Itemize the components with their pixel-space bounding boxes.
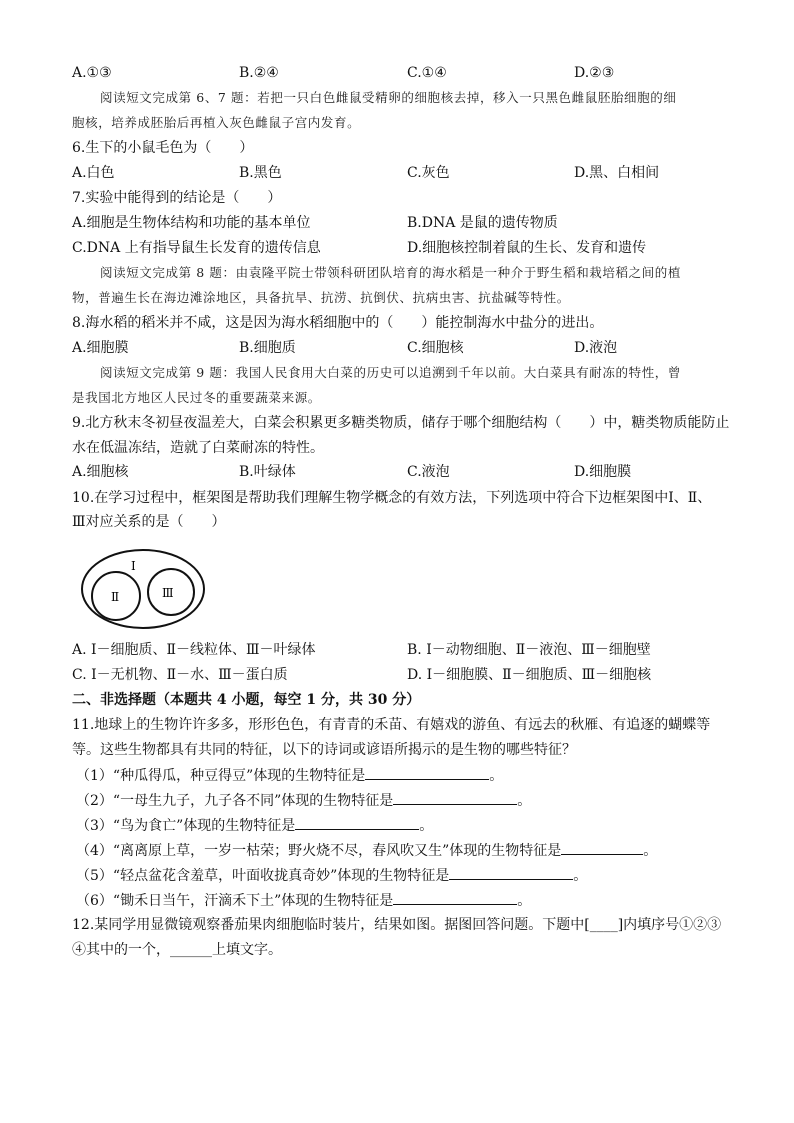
q6-option-a: A.白色 [72, 165, 115, 181]
q7-option-a: A.细胞是生物体结构和功能的基本单位 [72, 215, 311, 231]
q10-stem-line1: 10.在学习过程中，框架图是帮助我们理解生物学概念的有效方法，下列选项中符合下边框架图中Ⅰ、Ⅱ、 [72, 490, 712, 506]
reading-9-line2: 是我国北方地区人民过冬的重要蔬菜来源。 [72, 390, 321, 405]
framework-diagram [80, 548, 206, 630]
q8-option-d: D.液泡 [574, 340, 618, 356]
q7-option-b: B.DNA 是鼠的遗传物质 [407, 215, 558, 231]
q11-sub-2 [76, 790, 531, 811]
q10-option-c: C. Ⅰ－无机物、Ⅱ－水、Ⅲ－蛋白质 [72, 667, 288, 683]
q11-sub-2-blank[interactable] [393, 790, 517, 805]
reading-8-line1: 阅读短文完成第 8 题：由袁隆平院士带领科研团队培育的海水稻是一种介于野生稻和栽培稻之间的植 [100, 265, 682, 280]
q11-sub-5-end: 。 [573, 868, 588, 884]
q10-option-a: A. Ⅰ－细胞质、Ⅱ－线粒体、Ⅲ－叶绿体 [72, 642, 316, 658]
q11-sub-5-blank[interactable] [449, 865, 573, 880]
q12-stem-line2: ④其中的一个，______上填文字。 [72, 942, 282, 958]
q11-sub-3-end: 。 [419, 818, 434, 834]
q11-sub-4-blank[interactable] [561, 840, 643, 855]
q11-sub-1 [76, 765, 503, 786]
q11-sub-2-end: 。 [517, 793, 532, 809]
q8-stem: 8.海水稻的稻米并不咸，这是因为海水稻细胞中的（ ）能控制海水中盐分的进出。 [72, 315, 604, 331]
q11-sub-5 [76, 865, 587, 886]
q6-stem: 6.生下的小鼠毛色为（ ） [72, 140, 254, 156]
q11-sub-4-text: （4）“离离原上草，一岁一枯荣；野火烧不尽，春风吹又生”体现的生物特征是 [76, 843, 562, 859]
q11-sub-6 [76, 890, 531, 911]
q9-option-d: D.细胞膜 [574, 464, 632, 480]
q11-sub-4-end: 。 [643, 843, 658, 859]
q12-stem-line1: 12.某同学用显微镜观察番茄果肉细胞临时装片，结果如图。据图回答问题。下题中[____]内填序号①②③ [72, 917, 722, 933]
q9-option-c: C.液泡 [407, 464, 450, 480]
q11-sub-3-blank[interactable] [295, 815, 419, 830]
q5-option-a: A.①③ [72, 65, 112, 81]
q11-stem-line2: 等。这些生物都具有共同的特征，以下的诗词或谚语所揭示的是生物的哪些特征？ [72, 742, 576, 758]
q11-sub-1-end: 。 [489, 768, 504, 784]
q10-option-d: D. Ⅰ－细胞膜、Ⅱ－细胞质、Ⅲ－细胞核 [407, 667, 652, 683]
q7-stem: 7.实验中能得到的结论是（ ） [72, 190, 282, 206]
q11-sub-2-text: （2）“一母生九子，九子各不同”体现的生物特征是 [76, 793, 394, 809]
q11-sub-3 [76, 815, 433, 836]
q9-option-b: B.叶绿体 [239, 464, 296, 480]
outer-ellipse [82, 550, 204, 628]
q11-sub-3-text: （3）“鸟为食亡”体现的生物特征是 [76, 818, 296, 834]
q7-option-d: D.细胞核控制着鼠的生长、发育和遗传 [407, 240, 647, 256]
q8-option-a: A.细胞膜 [72, 340, 129, 356]
q11-sub-6-text: （6）“锄禾日当午，汗滴禾下土”体现的生物特征是 [76, 893, 394, 909]
q6-option-d: D.黑、白相间 [574, 165, 660, 181]
reading-6-7-line1: 阅读短文完成第 6、7 题：若把一只白色雌鼠受精卵的细胞核去掉，移入一只黑色雌鼠胚胎细胞的细 [100, 90, 677, 105]
q7-option-c: C.DNA 上有指导鼠生长发育的遗传信息 [72, 240, 321, 256]
section-2-heading: 二、非选择题（本题共 4 小题，每空 1 分，共 30 分） [72, 692, 421, 708]
label-right: Ⅲ [162, 586, 174, 600]
q9-stem-line2: 水在低温冻结，造就了白菜耐冻的特性。 [72, 440, 324, 456]
q8-option-b: B.细胞质 [239, 340, 296, 356]
q10-stem-line2: Ⅲ对应关系的是（ ） [72, 514, 226, 530]
q6-option-c: C.灰色 [407, 165, 450, 181]
q11-sub-1-blank[interactable] [365, 765, 489, 780]
q11-sub-6-blank[interactable] [393, 890, 517, 905]
q9-stem-line1: 9.北方秋末冬初昼夜温差大，白菜会积累更多糖类物质，储存于哪个细胞结构（ ）中，糖类物质能防止 [72, 415, 730, 431]
q11-stem-line1: 11.地球上的生物许许多多，形形色色，有青青的禾苗、有嬉戏的游鱼、有远去的秋雁、有追逐的蝴蝶等 [72, 717, 711, 733]
q5-option-b: B.②④ [239, 65, 279, 81]
q5-option-d: D.②③ [574, 65, 615, 81]
q11-sub-6-end: 。 [517, 893, 532, 909]
q11-sub-1-text: （1）“种瓜得瓜，种豆得豆”体现的生物特征是 [76, 768, 366, 784]
q8-option-c: C.细胞核 [407, 340, 464, 356]
q10-option-b: B. Ⅰ－动物细胞、Ⅱ－液泡、Ⅲ－细胞壁 [407, 642, 651, 658]
reading-8-line2: 物，普遍生长在海边滩涂地区，具备抗旱、抗涝、抗倒伏、抗病虫害、抗盐碱等特性。 [72, 290, 570, 305]
reading-6-7-line2: 胞核，培养成胚胎后再植入灰色雌鼠子宫内发育。 [72, 115, 361, 130]
q6-option-b: B.黑色 [239, 165, 282, 181]
q9-option-a: A.细胞核 [72, 464, 129, 480]
reading-9-line1: 阅读短文完成第 9 题：我国人民食用大白菜的历史可以追溯到千年以前。大白菜具有耐冻的特性，曾 [100, 365, 682, 380]
q11-sub-5-text: （5）“轻点盆花含羞草，叶面收拢真奇妙”体现的生物特征是 [76, 868, 450, 884]
q5-option-c: C.①④ [407, 65, 447, 81]
label-left: Ⅱ [111, 590, 120, 604]
q11-sub-4 [76, 840, 657, 861]
label-outer: Ⅰ [131, 559, 136, 573]
